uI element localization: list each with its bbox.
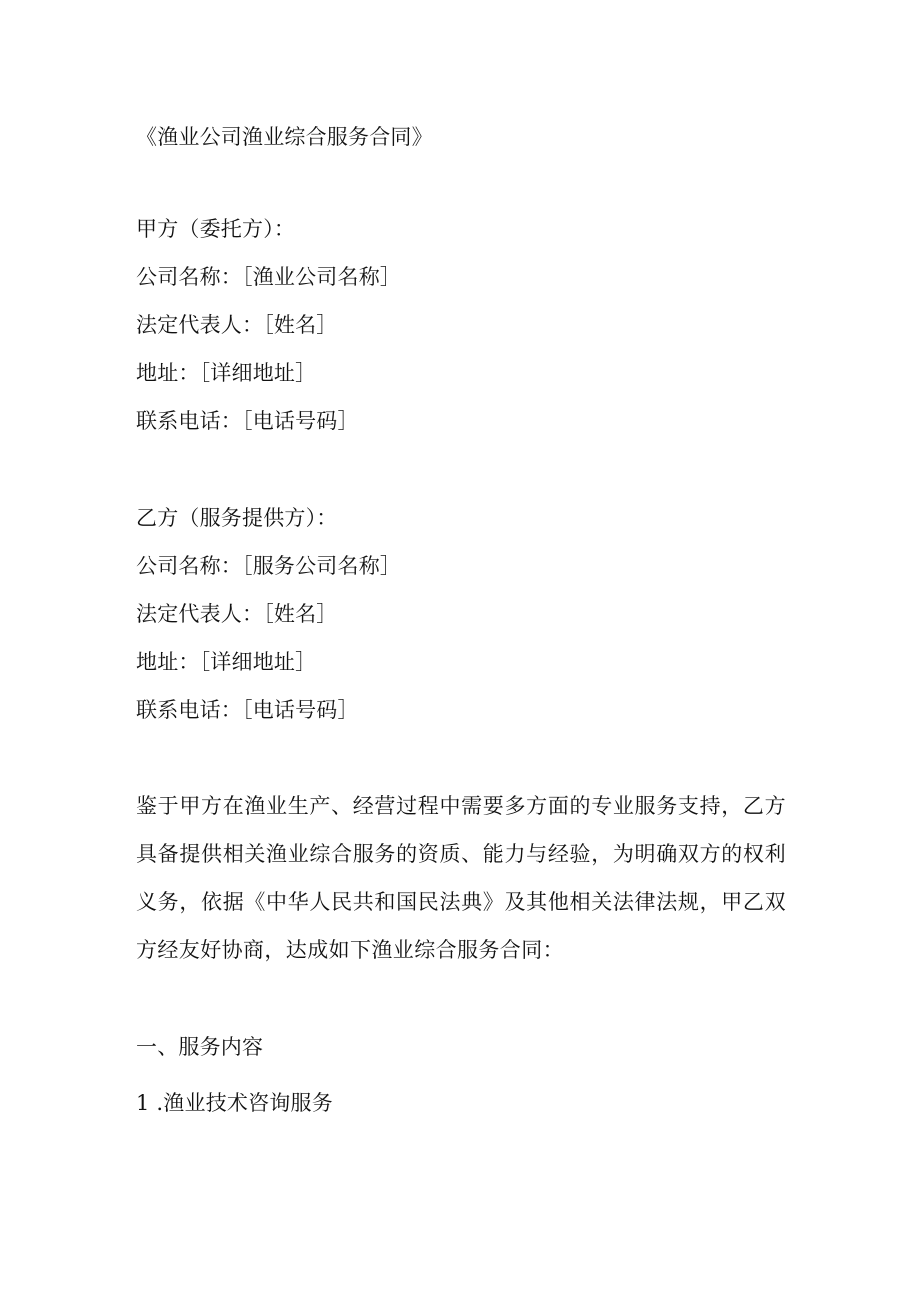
section-1-heading: 一、服务内容 — [136, 1035, 264, 1059]
document-title: 《渔业公司渔业综合服务合同》 — [136, 125, 433, 149]
preamble-paragraph: 鉴于甲方在渔业生产、经营过程中需要多方面的专业服务支持，乙方具备提供相关渔业综合服务的资质、能力与经验，为明确双方的权利义务，依据《中华人民共和国民法典》及其他相关法律法规，甲乙双方经友好协商，达成如下渔业综合服务合同： — [136, 794, 786, 962]
party-b-heading: 乙方（服务提供方）： — [136, 506, 338, 530]
party-a-phone: 联系电话：［电话号码］ — [136, 409, 359, 433]
party-b-address: 地址：［详细地址］ — [136, 650, 317, 674]
party-b-company: 公司名称：［服务公司名称］ — [136, 554, 402, 578]
party-a-representative: 法定代表人：［姓名］ — [136, 313, 338, 337]
party-a-company: 公司名称：［渔业公司名称］ — [136, 265, 402, 289]
party-a-heading: 甲方（委托方）： — [136, 217, 296, 241]
party-b-phone: 联系电话：［电话号码］ — [136, 698, 359, 722]
party-a-address: 地址：［详细地址］ — [136, 361, 317, 385]
section-1-item-1: 1 .渔业技术咨询服务 — [136, 1091, 333, 1115]
party-b-representative: 法定代表人：［姓名］ — [136, 602, 338, 626]
